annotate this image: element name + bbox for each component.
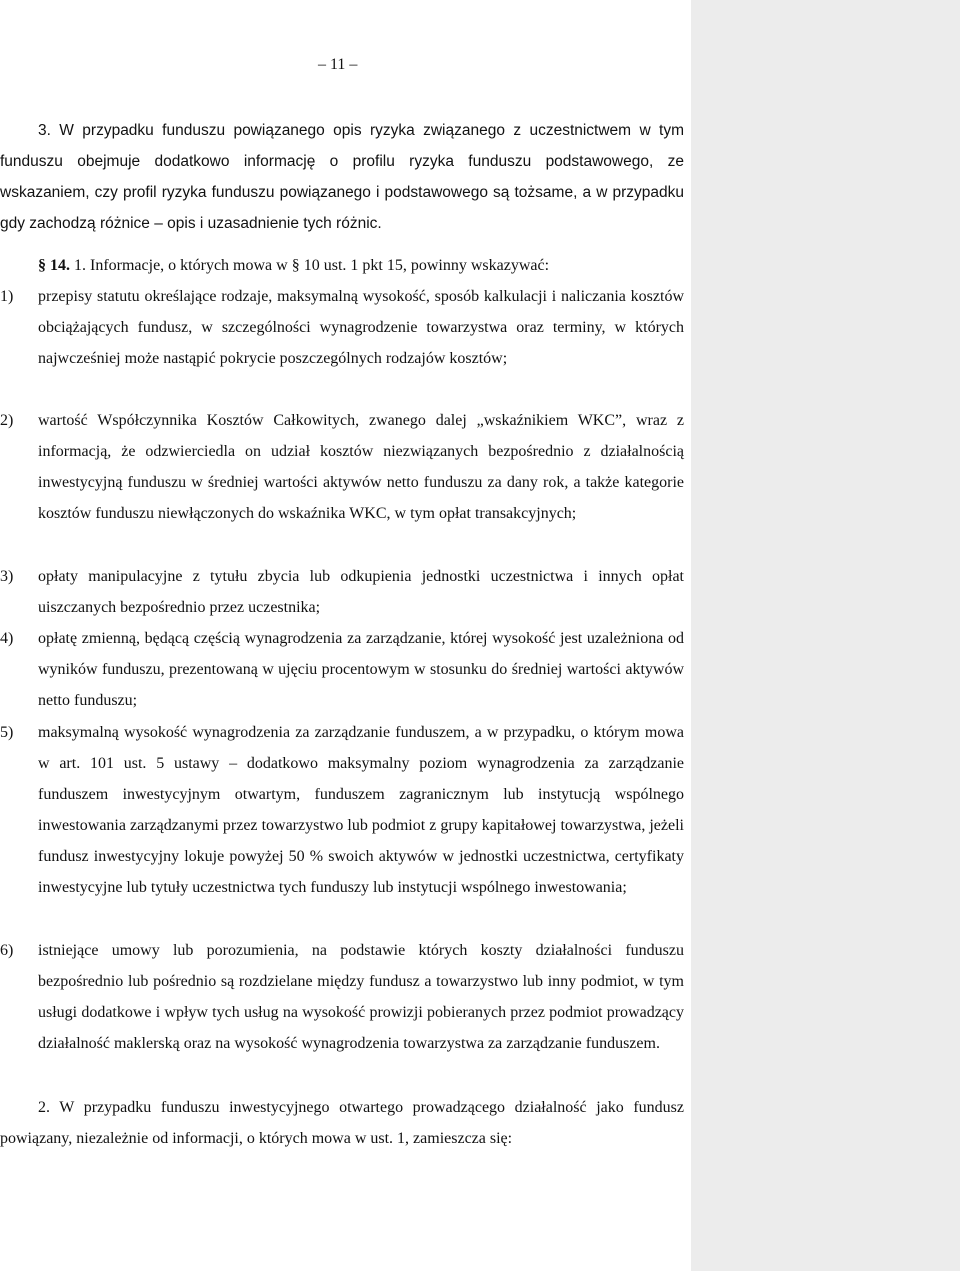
list-item xyxy=(0,405,684,529)
list-item-text: istniejące umowy lub porozumienia, na podstawie których koszty działalności funduszu bezpośrednio lub pośrednio są rozdzielane między fundusz a towarzystwo lub inny podmiot, w tym usługi dodatkowe i wpływ tych usług na wysokość prowizji pobieranych przez podmiot prowadzący działalność maklerską oraz na wysokość wynagrodzenia towarzystwa za zarządzanie funduszem. xyxy=(38,942,684,1052)
intro-paragraph: 3. W przypadku funduszu powiązanego opis ryzyka związanego z uczestnictwem w tym funduszu obejmuje dodatkowo informację o profilu ryzyka funduszu podstawowego, ze wskazaniem, czy profil ryzyka funduszu powiązanego i podstawowego są tożsame, a w przypadku gdy zachodzą różnice – opis i uzasadnienie tych różnic. xyxy=(0,122,684,232)
list-item xyxy=(0,281,684,374)
list-item-number: 5) xyxy=(0,724,14,741)
list-item-number: 2) xyxy=(0,412,14,429)
list-item xyxy=(0,623,684,716)
comment-margin-panel xyxy=(691,0,960,1271)
section-heading xyxy=(38,250,684,281)
list-item xyxy=(0,935,684,1059)
section-lead-text: 1. Informacje, o których mowa w § 10 ust. 1 pkt 15, powinny wskazywać: xyxy=(70,257,550,274)
section-number: § 14. xyxy=(38,257,70,274)
list-item-text: maksymalną wysokość wynagrodzenia za zarządzanie funduszem, a w przypadku, o którym mowa w art. 101 ust. 5 ustawy – dodatkowo maksymalny poziom wynagrodzenia za zarządzanie funduszem inwestycyjnym otwartym, funduszem zagranicznym lub instytucją wspólnego inwestowania zarządzanymi przez towarzystwo lub podmiot z grupy kapitałowej towarzystwa, jeżeli fundusz inwestycyjny lokuje powyżej 50 % swoich aktywów w jednostki uczestnictwa, certyfikaty inwestycyjne lub tytuły uczestnictwa tych funduszy lub instytucji wspólnego inwestowania; xyxy=(38,724,684,896)
list-item-number: 1) xyxy=(0,288,14,305)
list-item xyxy=(0,561,684,623)
list-item-number: 4) xyxy=(0,630,14,647)
list-item-text: opłaty manipulacyjne z tytułu zbycia lub odkupienia jednostki uczestnictwa i innych opłat uiszczanych bezpośrednio przez uczestnika; xyxy=(38,568,684,616)
list-item-text: wartość Współczynnika Kosztów Całkowitych, zwanego dalej „wskaźnikiem WKC”, wraz z informacją, że odzwierciedla on udział kosztów niezwiązanych bezpośrednio z działalnością inwestycyjną funduszu w średniej wartości aktywów netto funduszu za dany rok, a także kategorie kosztów funduszu niewłączonych do wskaźnika WKC, w tym opłat transakcyjnych; xyxy=(38,412,684,522)
list-item-number: 3) xyxy=(0,568,14,585)
closing-paragraph: 2. W przypadku funduszu inwestycyjnego otwartego prowadzącego działalność jako fundusz powiązany, niezależnie od informacji, o których mowa w ust. 1, zamieszcza się: xyxy=(0,1099,684,1147)
page-number: – 11 – xyxy=(318,56,358,73)
list-item xyxy=(0,717,684,903)
list-item-text: przepisy statutu określające rodzaje, maksymalną wysokość, sposób kalkulacji i naliczania kosztów obciążających fundusz, w szczególności wynagrodzenie towarzystwa oraz terminy, w których najwcześniej może nastąpić pokrycie poszczególnych rodzajów kosztów; xyxy=(38,288,684,367)
list-item-number: 6) xyxy=(0,942,14,959)
list-item-text: opłatę zmienną, będącą częścią wynagrodzenia za zarządzanie, której wysokość jest uzależniona od wyników funduszu, prezentowaną w ujęciu procentowym w stosunku do średniej wartości aktywów netto funduszu; xyxy=(38,630,684,709)
